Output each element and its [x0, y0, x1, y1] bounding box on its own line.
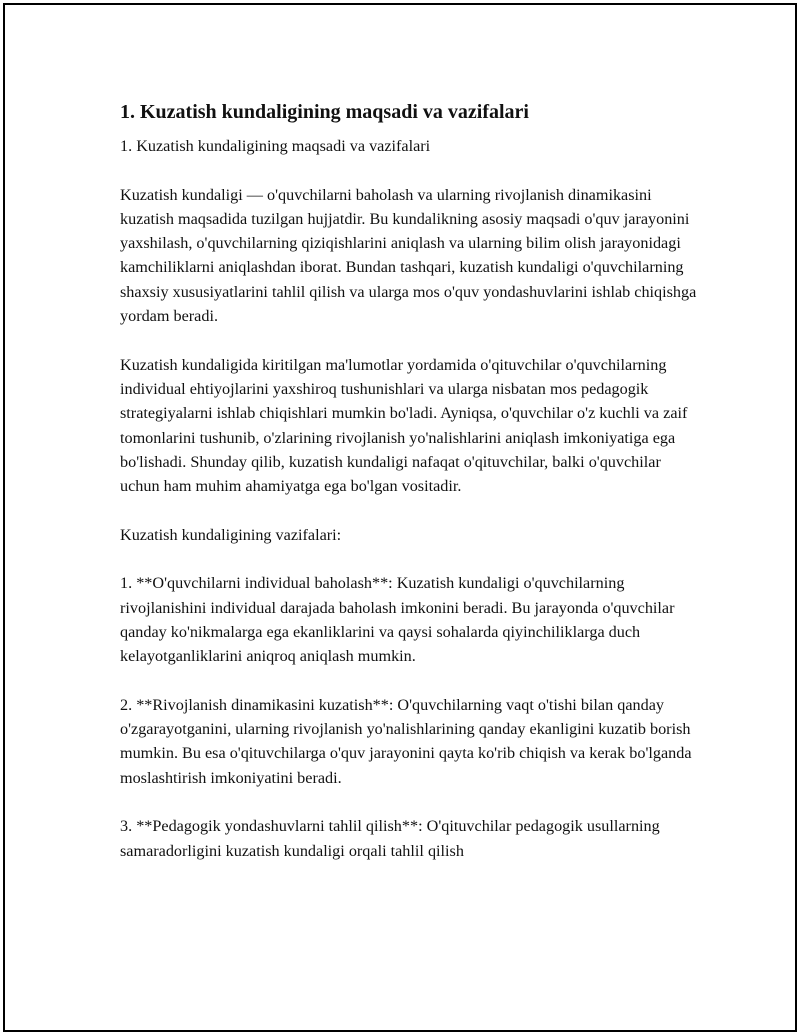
- tasks-heading: Kuzatish kundaligining vazifalari:: [120, 525, 342, 544]
- task-item-3: 3. **Pedagogik yondashuvlarni tahlil qilish**: O'qituvchilar pedagogik usullarning samaradorligini kuzatish kundaligi orqali tahlil qilish: [120, 817, 660, 860]
- paragraph-definition: Kuzatish kundaligi — o'quvchilarni baholash va ularning rivojlanish dinamikasini kuzatish maqsadida tuzilgan hujjatdir. Bu kundalikning asosiy maqsadi o'quv jarayonini yaxshilash, o'quvchilarning qiziqishlarini aniqlash va ularning bilim olish jarayonidagi kamchiliklarni aniqlashdan iborat. Bundan tashqari, kuzatish kundaligi o'quvchilarning shaxsiy xususiyatlarini tahlil qilish va ularga mos o'quv yondashuvlarini ishlab chiqishga yordam beradi.: [120, 185, 697, 326]
- document-page: [3, 3, 797, 1032]
- task-item-1: 1. **O'quvchilarni individual baholash**: Kuzatish kundaligi o'quvchilarning rivojlanishini individual darajada baholash imkonini beradi. Bu jarayonda o'quvchilar qanday ko'nikmalarga ega ekanliklarini va qaysi sohalarda qiyinchiliklarga duch kelayotganliklarini aniqroq aniqlash mumkin.: [120, 574, 675, 666]
- document-body: [120, 99, 700, 887]
- section-subtitle: 1. Kuzatish kundaligining maqsadi va vazifalari: [120, 137, 431, 155]
- paragraph-usage: Kuzatish kundaligida kiritilgan ma'lumotlar yordamida o'qituvchilar o'quvchilarning individual ehtiyojlarini yaxshiroq tushunishlari va ularga nisbatan mos pedagogik strategiyalarni ishlab chiqishlari mumkin bo'ladi. Ayniqsa, o'quvchilar o'z kuchli va zaif tomonlarini tushunib, o'zlarining rivojlanish yo'nalishlarini aniqlash imkoniyatiga ega bo'lishadi. Shunday qilib, kuzatish kundaligi nafaqat o'qituvchilar, balki o'quvchilar uchun ham muhim ahamiyatga ega bo'lgan vositadir.: [120, 355, 688, 496]
- task-item-2: 2. **Rivojlanish dinamikasini kuzatish**: O'quvchilarning vaqt o'tishi bilan qanday o'zgarayotganini, ularning rivojlanish yo'nalishlarining qanday ekanligini kuzatib borish mumkin. Bu esa o'qituvchilarga o'quv jarayonini qayta ko'rib chiqish va kerak bo'lganda moslashtirish imkoniyatini beradi.: [120, 695, 692, 787]
- document-heading: 1. Kuzatish kundaligining maqsadi va vazifalari: [120, 101, 529, 123]
